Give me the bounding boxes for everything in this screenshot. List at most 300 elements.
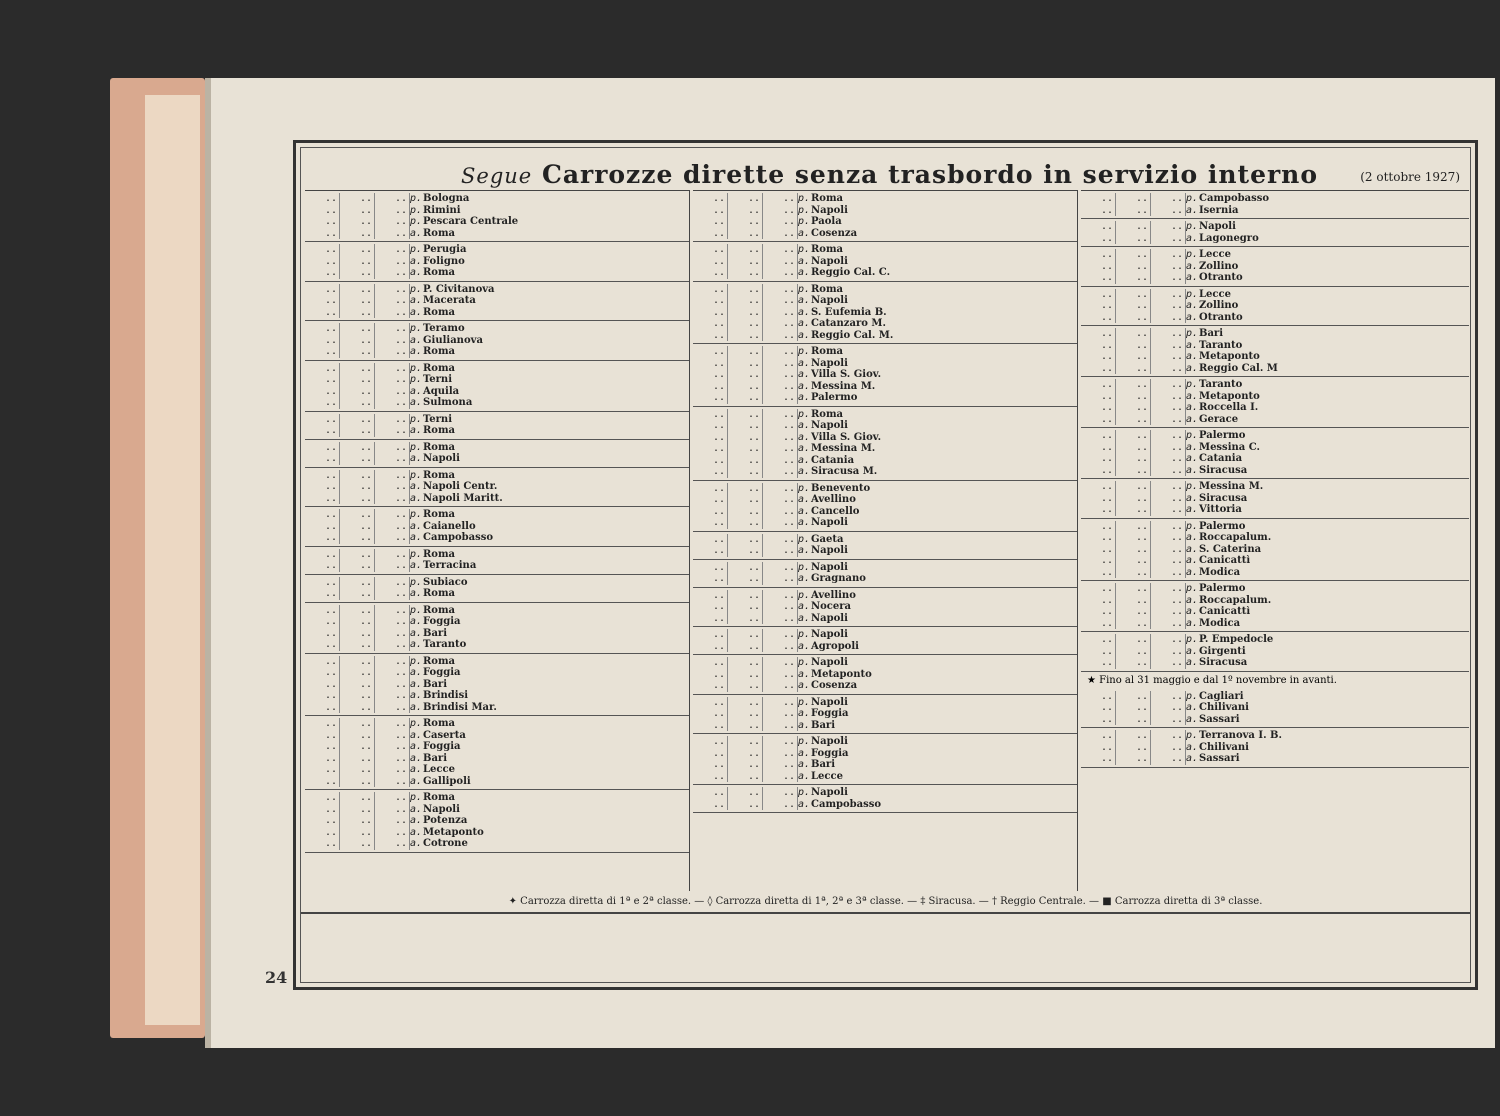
time-cell: .. <box>305 679 340 691</box>
time-cell: .. <box>375 628 410 640</box>
time-cell: .. <box>728 759 763 771</box>
time-cell: .. <box>763 318 798 330</box>
time-cell: .. <box>763 629 798 641</box>
time-cell: .. <box>1116 233 1151 245</box>
time-cell: .. <box>1116 300 1151 312</box>
time-cell: .. <box>763 381 798 393</box>
arr-dep-marker: a. <box>410 678 423 690</box>
time-cell: .. <box>375 509 410 521</box>
time-cell: .. <box>305 414 340 426</box>
route-block <box>693 627 1077 655</box>
time-cell: .. <box>728 318 763 330</box>
arr-dep-marker: a. <box>1186 492 1199 504</box>
time-cell: .. <box>1151 481 1186 493</box>
arr-dep-marker: a. <box>798 680 811 691</box>
time-cell: .. <box>305 481 340 493</box>
station-name: Lecce <box>423 764 455 775</box>
route-block <box>305 468 689 508</box>
arr-dep-marker: a. <box>798 306 811 318</box>
time-cell: .. <box>340 838 375 850</box>
arr-dep-marker: p. <box>1186 481 1199 492</box>
time-cell: .. <box>763 545 798 557</box>
route-row <box>693 494 1077 506</box>
route-row <box>305 628 689 640</box>
arr-dep-marker: a. <box>798 380 811 392</box>
station-name: Gragnano <box>811 573 866 584</box>
time-cell: .. <box>728 409 763 421</box>
route-row <box>693 455 1077 467</box>
time-cell: .. <box>728 244 763 256</box>
station-name: Roma <box>811 408 844 420</box>
time-cell: .. <box>305 374 340 386</box>
time-cell: .. <box>305 397 340 409</box>
time-cell: .. <box>1116 379 1151 391</box>
route-row <box>1081 453 1469 465</box>
time-cell: .. <box>693 517 728 529</box>
route-block <box>693 588 1077 628</box>
time-cell: .. <box>728 748 763 760</box>
route-row <box>305 792 689 804</box>
route-block <box>1081 689 1469 729</box>
time-cell: .. <box>693 534 728 546</box>
time-cell: .. <box>340 764 375 776</box>
arr-dep-marker: a. <box>798 494 811 505</box>
book-page-stack <box>145 95 200 1025</box>
route-row <box>305 605 689 617</box>
time-cell: .. <box>340 244 375 256</box>
time-cell: .. <box>375 470 410 482</box>
time-cell: .. <box>1151 272 1186 284</box>
route-row <box>693 517 1077 529</box>
arr-dep-marker: a. <box>798 770 811 782</box>
route-row <box>693 657 1077 669</box>
route-row <box>1081 402 1469 414</box>
arr-dep-marker: a. <box>798 431 811 443</box>
time-cell: .. <box>693 590 728 602</box>
time-cell: .. <box>1116 742 1151 754</box>
time-cell: .. <box>1151 544 1186 556</box>
time-cell: .. <box>340 827 375 839</box>
arr-dep-marker: a. <box>410 764 423 775</box>
time-cell: .. <box>375 588 410 600</box>
time-cell: .. <box>693 787 728 799</box>
time-cell: .. <box>1151 261 1186 273</box>
station-name: Bari <box>423 678 447 690</box>
arr-dep-marker: a. <box>1186 413 1199 425</box>
arr-dep-marker: a. <box>798 454 811 466</box>
time-cell: .. <box>1151 583 1186 595</box>
time-cell: .. <box>728 657 763 669</box>
route-block <box>305 412 689 440</box>
route-row <box>693 545 1077 557</box>
time-cell: .. <box>1151 391 1186 403</box>
time-cell: .. <box>340 560 375 572</box>
route-row <box>1081 702 1469 714</box>
route-row <box>305 244 689 256</box>
time-cell: .. <box>1081 261 1116 273</box>
time-cell: .. <box>1151 379 1186 391</box>
station-name: Perugia <box>423 244 467 255</box>
time-cell: .. <box>763 720 798 732</box>
arr-dep-marker: p. <box>410 374 423 385</box>
arr-dep-marker: a. <box>410 397 423 408</box>
time-cell: .. <box>375 838 410 850</box>
time-cell: .. <box>763 369 798 381</box>
route-row <box>1081 430 1469 442</box>
time-cell: .. <box>1116 205 1151 217</box>
time-cell: .. <box>763 573 798 585</box>
route-row <box>305 397 689 409</box>
station-name: Chilivani <box>1199 702 1249 713</box>
time-cell: .. <box>305 346 340 358</box>
time-cell: .. <box>693 420 728 432</box>
time-cell: .. <box>728 506 763 518</box>
page-title <box>461 160 1318 189</box>
station-name: Roma <box>423 588 456 599</box>
time-cell: .. <box>763 483 798 495</box>
time-cell: .. <box>305 616 340 628</box>
arr-dep-marker: a. <box>1186 645 1199 657</box>
time-cell: .. <box>1151 742 1186 754</box>
time-cell: .. <box>728 787 763 799</box>
time-cell: .. <box>340 509 375 521</box>
time-cell: .. <box>1116 646 1151 658</box>
route-row <box>693 346 1077 358</box>
time-cell: .. <box>763 657 798 669</box>
time-cell: .. <box>1116 261 1151 273</box>
time-cell: .. <box>728 641 763 653</box>
time-cell: .. <box>728 228 763 240</box>
station-name: Napoli <box>811 255 848 267</box>
time-cell: .. <box>340 679 375 691</box>
time-cell: .. <box>375 679 410 691</box>
time-cell: .. <box>693 669 728 681</box>
station-name: P. Civitanova <box>423 283 495 295</box>
route-row <box>1081 714 1469 726</box>
time-cell: .. <box>1151 205 1186 217</box>
time-cell: .. <box>375 453 410 465</box>
route-row <box>693 392 1077 404</box>
time-cell: .. <box>305 577 340 589</box>
route-row <box>693 267 1077 279</box>
time-cell: .. <box>305 256 340 268</box>
time-cell: .. <box>375 386 410 398</box>
time-cell: .. <box>340 267 375 279</box>
time-cell: .. <box>340 295 375 307</box>
time-cell: .. <box>1081 249 1116 261</box>
route-block <box>305 654 689 717</box>
time-cell: .. <box>728 629 763 641</box>
time-cell: .. <box>1116 221 1151 233</box>
station-name: Napoli Maritt. <box>423 492 503 504</box>
time-cell: .. <box>375 521 410 533</box>
station-name: Sassari <box>1199 713 1240 725</box>
station-name: Napoli <box>423 803 460 815</box>
station-name: Bologna <box>423 193 470 204</box>
time-cell: .. <box>1081 193 1116 205</box>
time-cell: .. <box>305 560 340 572</box>
time-cell: .. <box>693 748 728 760</box>
arr-dep-marker: p. <box>410 413 423 425</box>
time-cell: .. <box>728 443 763 455</box>
time-cell: .. <box>1081 555 1116 567</box>
route-block <box>1081 287 1469 327</box>
time-cell: .. <box>1116 555 1151 567</box>
station-name: Roma <box>423 425 456 436</box>
route-row <box>1081 379 1469 391</box>
arr-dep-marker: a. <box>798 443 811 454</box>
time-cell: .. <box>728 256 763 268</box>
arr-dep-marker: p. <box>798 193 811 204</box>
time-cell: .. <box>375 776 410 788</box>
time-cell: .. <box>375 616 410 628</box>
time-cell: .. <box>340 481 375 493</box>
arr-dep-marker: a. <box>798 668 811 680</box>
station-name: Caserta <box>423 729 466 741</box>
route-row <box>305 521 689 533</box>
time-cell: .. <box>1116 521 1151 533</box>
arr-dep-marker: p. <box>410 576 423 588</box>
route-block <box>305 575 689 603</box>
time-cell: .. <box>1116 730 1151 742</box>
arr-dep-marker: a. <box>410 588 423 599</box>
station-name: Caianello <box>423 520 476 532</box>
station-name: Paola <box>811 216 842 227</box>
station-name: Foggia <box>811 747 849 759</box>
time-cell: .. <box>763 517 798 529</box>
time-cell: .. <box>375 764 410 776</box>
time-cell: .. <box>340 193 375 205</box>
arr-dep-marker: p. <box>798 408 811 420</box>
route-row <box>305 267 689 279</box>
station-name: Taranto <box>1199 339 1243 351</box>
time-cell: .. <box>340 216 375 228</box>
route-row <box>305 442 689 454</box>
time-cell: .. <box>305 690 340 702</box>
time-cell: .. <box>305 453 340 465</box>
route-row <box>693 369 1077 381</box>
arr-dep-marker: a. <box>798 747 811 759</box>
station-name: Catanzaro M. <box>811 318 886 329</box>
time-cell: .. <box>305 532 340 544</box>
station-name: Campobasso <box>423 532 494 543</box>
time-cell: .. <box>340 346 375 358</box>
time-cell: .. <box>693 545 728 557</box>
time-cell: .. <box>1081 691 1116 703</box>
time-cell: .. <box>1081 205 1116 217</box>
time-cell: .. <box>728 420 763 432</box>
timetable-frame <box>293 140 1478 990</box>
time-cell: .. <box>305 549 340 561</box>
route-row <box>693 381 1077 393</box>
station-name: Potenza <box>423 815 468 826</box>
station-name: Messina M. <box>1199 481 1264 492</box>
station-name: Lagonegro <box>1199 232 1259 244</box>
time-cell: .. <box>305 425 340 437</box>
arr-dep-marker: a. <box>1186 543 1199 555</box>
time-cell: .. <box>693 330 728 342</box>
arr-dep-marker: a. <box>1186 311 1199 323</box>
time-cell: .. <box>375 284 410 296</box>
time-cell: .. <box>1116 583 1151 595</box>
time-cell: .. <box>1151 312 1186 324</box>
station-name: Lecce <box>811 770 843 782</box>
arr-dep-marker: a. <box>1186 441 1199 453</box>
timetable-inner-border <box>300 147 1471 983</box>
time-cell: .. <box>728 369 763 381</box>
station-name: Siracusa <box>1199 657 1248 668</box>
arr-dep-marker: a. <box>798 420 811 431</box>
arr-dep-marker: p. <box>798 346 811 357</box>
time-cell: .. <box>1151 532 1186 544</box>
station-name: Roma <box>423 267 456 278</box>
time-cell: .. <box>375 442 410 454</box>
route-row <box>305 718 689 730</box>
arr-dep-marker: a. <box>798 573 811 584</box>
route-row <box>305 838 689 850</box>
time-cell: .. <box>728 267 763 279</box>
time-cell: .. <box>1151 363 1186 375</box>
time-cell: .. <box>763 697 798 709</box>
route-row <box>693 228 1077 240</box>
time-cell: .. <box>728 680 763 692</box>
arr-dep-marker: p. <box>410 323 423 334</box>
station-name: Roma <box>423 227 456 239</box>
station-name: Napoli <box>811 657 848 668</box>
arr-dep-marker: a. <box>1186 232 1199 244</box>
edition-date: (2 ottobre 1927) <box>1360 170 1460 184</box>
arr-dep-marker: a. <box>798 545 811 556</box>
time-cell: .. <box>1081 363 1116 375</box>
route-block <box>693 785 1077 813</box>
route-block <box>1081 428 1469 479</box>
arr-dep-marker: a. <box>1186 339 1199 351</box>
time-cell: .. <box>693 307 728 319</box>
arr-dep-marker: a. <box>798 759 811 770</box>
route-row <box>305 216 689 228</box>
station-name: Catania <box>1199 453 1243 464</box>
time-cell: .. <box>1081 753 1116 765</box>
route-block <box>693 734 1077 785</box>
arr-dep-marker: p. <box>410 283 423 295</box>
time-cell: .. <box>1081 742 1116 754</box>
arr-dep-marker: a. <box>410 295 423 306</box>
time-cell: .. <box>763 708 798 720</box>
arr-dep-marker: a. <box>410 616 423 627</box>
route-row <box>305 346 689 358</box>
arr-dep-marker: p. <box>1186 690 1199 702</box>
station-name: Gerace <box>1199 413 1239 425</box>
station-name: Napoli <box>1199 221 1236 232</box>
time-cell: .. <box>763 295 798 307</box>
time-cell: .. <box>305 656 340 668</box>
station-name: Napoli <box>811 295 848 306</box>
route-block <box>1081 377 1469 428</box>
time-cell: .. <box>305 205 340 217</box>
route-row <box>693 799 1077 811</box>
station-name: Roma <box>423 548 456 560</box>
time-cell: .. <box>763 534 798 546</box>
route-row <box>693 318 1077 330</box>
time-cell: .. <box>1151 442 1186 454</box>
time-cell: .. <box>763 267 798 279</box>
route-block <box>693 560 1077 588</box>
arr-dep-marker: a. <box>410 775 423 787</box>
time-cell: .. <box>728 545 763 557</box>
station-name: Bari <box>1199 328 1223 339</box>
station-name: Subiaco <box>423 576 468 588</box>
route-row <box>693 284 1077 296</box>
time-cell: .. <box>375 532 410 544</box>
time-cell: .. <box>728 697 763 709</box>
route-row <box>305 284 689 296</box>
time-cell: .. <box>375 267 410 279</box>
arr-dep-marker: p. <box>798 561 811 573</box>
station-name: Messina M. <box>811 380 876 392</box>
station-name: Zollino <box>1199 300 1239 311</box>
route-row <box>1081 618 1469 630</box>
station-name: Lecce <box>1199 249 1231 260</box>
time-cell: .. <box>763 193 798 205</box>
route-row <box>693 432 1077 444</box>
arr-dep-marker: p. <box>410 509 423 520</box>
time-cell: .. <box>1081 233 1116 245</box>
route-row <box>1081 289 1469 301</box>
time-cell: .. <box>693 193 728 205</box>
time-cell: .. <box>1116 606 1151 618</box>
time-cell: .. <box>763 613 798 625</box>
time-cell: .. <box>1116 618 1151 630</box>
time-cell: .. <box>728 517 763 529</box>
station-name: Macerata <box>423 295 476 306</box>
station-name: Messina M. <box>811 443 876 454</box>
arr-dep-marker: p. <box>410 792 423 803</box>
title-prefix: Segue <box>461 164 533 188</box>
time-cell: .. <box>763 443 798 455</box>
time-cell: .. <box>375 425 410 437</box>
time-cell: .. <box>1081 532 1116 544</box>
route-block <box>305 242 689 282</box>
arr-dep-marker: p. <box>798 533 811 545</box>
route-block <box>305 716 689 790</box>
station-name: Lecce <box>1199 288 1231 300</box>
time-cell: .. <box>1151 595 1186 607</box>
time-cell: .. <box>728 613 763 625</box>
legend: ✦ Carrozza diretta di 1ª e 2ª classe. — ◊ Carrozza diretta di 1ª, 2ª e 3ª classe. — ‡ Siracusa. — † Reggio Centrale. — ■ Carrozza diretta di 3ª classe. <box>508 896 1263 907</box>
arr-dep-marker: a. <box>798 392 811 403</box>
route-block <box>693 242 1077 282</box>
time-cell: .. <box>1151 430 1186 442</box>
time-cell: .. <box>693 358 728 370</box>
route-block <box>693 481 1077 532</box>
time-cell: .. <box>340 577 375 589</box>
time-cell: .. <box>693 455 728 467</box>
time-cell: .. <box>693 409 728 421</box>
time-cell: .. <box>340 453 375 465</box>
time-cell: .. <box>1081 221 1116 233</box>
time-cell: .. <box>340 616 375 628</box>
arr-dep-marker: a. <box>1186 390 1199 402</box>
station-name: Modica <box>1199 617 1241 629</box>
station-name: Giulianova <box>423 334 483 346</box>
time-cell: .. <box>728 307 763 319</box>
time-cell: .. <box>340 307 375 319</box>
arr-dep-marker: p. <box>410 718 423 729</box>
time-cell: .. <box>305 838 340 850</box>
route-block <box>305 507 689 547</box>
time-cell: .. <box>305 667 340 679</box>
station-name: Roma <box>423 604 456 616</box>
